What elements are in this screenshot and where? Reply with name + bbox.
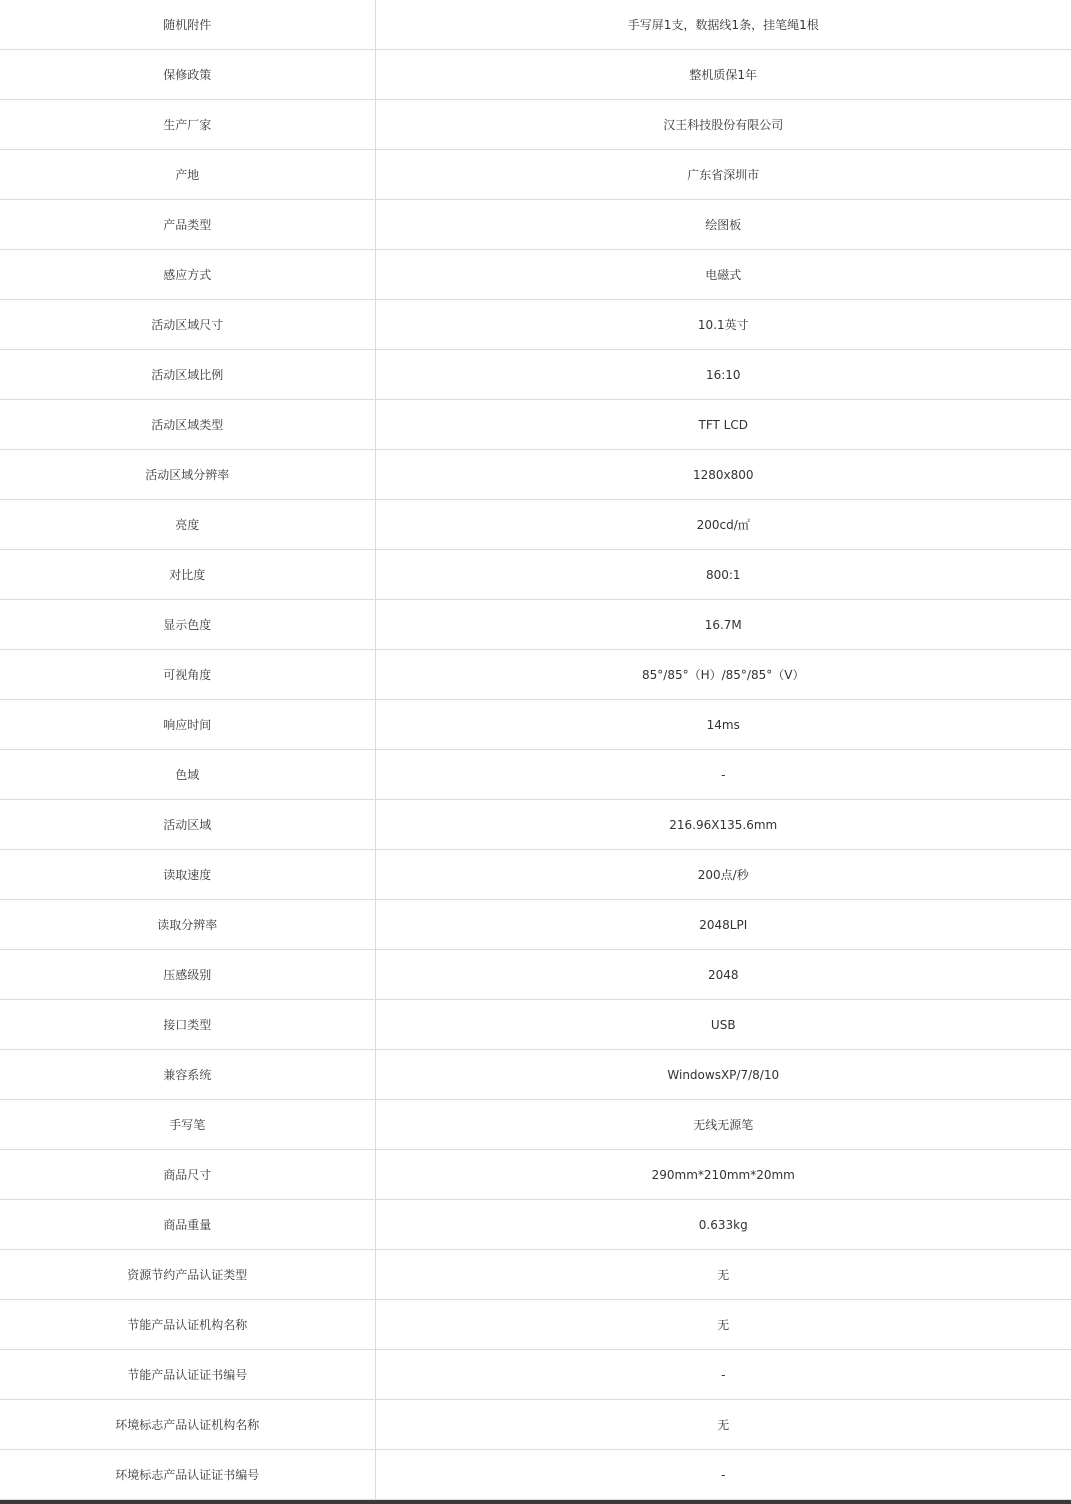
spec-label: 环境标志产品认证证书编号 — [0, 1450, 375, 1500]
spec-label: 随机附件 — [0, 0, 375, 50]
table-row — [0, 450, 1071, 500]
spec-label: 对比度 — [0, 550, 375, 600]
spec-value: 16:10 — [375, 350, 1071, 400]
bottom-edge-bar — [0, 1500, 1071, 1504]
table-row — [0, 600, 1071, 650]
spec-value: 2048LPI — [375, 900, 1071, 950]
spec-label: 色域 — [0, 750, 375, 800]
spec-label: 响应时间 — [0, 700, 375, 750]
spec-label: 亮度 — [0, 500, 375, 550]
table-row — [0, 1100, 1071, 1150]
spec-label: 兼容系统 — [0, 1050, 375, 1100]
spec-label: 节能产品认证证书编号 — [0, 1350, 375, 1400]
spec-value: 290mm*210mm*20mm — [375, 1150, 1071, 1200]
spec-value: 无 — [375, 1250, 1071, 1300]
table-row — [0, 1150, 1071, 1200]
table-row — [0, 1300, 1071, 1350]
spec-label: 显示色度 — [0, 600, 375, 650]
spec-label: 资源节约产品认证类型 — [0, 1250, 375, 1300]
table-row — [0, 500, 1071, 550]
spec-label: 读取速度 — [0, 850, 375, 900]
spec-value: TFT LCD — [375, 400, 1071, 450]
table-row — [0, 650, 1071, 700]
table-row — [0, 100, 1071, 150]
spec-value: USB — [375, 1000, 1071, 1050]
spec-label: 活动区域分辨率 — [0, 450, 375, 500]
spec-label: 压感级别 — [0, 950, 375, 1000]
table-row — [0, 150, 1071, 200]
spec-label: 读取分辨率 — [0, 900, 375, 950]
table-row — [0, 1400, 1071, 1450]
spec-value: 216.96X135.6mm — [375, 800, 1071, 850]
spec-value: 0.633kg — [375, 1200, 1071, 1250]
spec-label: 保修政策 — [0, 50, 375, 100]
spec-label: 商品重量 — [0, 1200, 375, 1250]
spec-value: 200点/秒 — [375, 850, 1071, 900]
spec-label: 活动区域比例 — [0, 350, 375, 400]
table-row — [0, 200, 1071, 250]
table-row — [0, 700, 1071, 750]
spec-value: - — [375, 1450, 1071, 1500]
spec-label: 节能产品认证机构名称 — [0, 1300, 375, 1350]
table-row — [0, 1450, 1071, 1500]
spec-label: 可视角度 — [0, 650, 375, 700]
table-row — [0, 1050, 1071, 1100]
spec-value: 16.7M — [375, 600, 1071, 650]
spec-value: 汉王科技股份有限公司 — [375, 100, 1071, 150]
table-row — [0, 0, 1071, 50]
spec-value: - — [375, 750, 1071, 800]
spec-value: 电磁式 — [375, 250, 1071, 300]
spec-label: 感应方式 — [0, 250, 375, 300]
table-row — [0, 750, 1071, 800]
table-row — [0, 400, 1071, 450]
spec-value: 整机质保1年 — [375, 50, 1071, 100]
spec-value: 手写屏1支，数据线1条，挂笔绳1根 — [375, 0, 1071, 50]
table-row — [0, 1250, 1071, 1300]
spec-value: 85°/85°（H）/85°/85°（V） — [375, 650, 1071, 700]
spec-value: 10.1英寸 — [375, 300, 1071, 350]
spec-value: 无 — [375, 1300, 1071, 1350]
spec-value: - — [375, 1350, 1071, 1400]
spec-label: 产品类型 — [0, 200, 375, 250]
spec-label: 产地 — [0, 150, 375, 200]
spec-value: 绘图板 — [375, 200, 1071, 250]
spec-label: 环境标志产品认证机构名称 — [0, 1400, 375, 1450]
spec-label: 生产厂家 — [0, 100, 375, 150]
spec-value: 无 — [375, 1400, 1071, 1450]
spec-value: 2048 — [375, 950, 1071, 1000]
spec-label: 活动区域 — [0, 800, 375, 850]
spec-label: 活动区域类型 — [0, 400, 375, 450]
table-row — [0, 550, 1071, 600]
table-row — [0, 800, 1071, 850]
table-row — [0, 300, 1071, 350]
spec-value: 14ms — [375, 700, 1071, 750]
spec-label: 手写笔 — [0, 1100, 375, 1150]
table-row — [0, 950, 1071, 1000]
table-row — [0, 250, 1071, 300]
table-row — [0, 50, 1071, 100]
table-row — [0, 1350, 1071, 1400]
spec-value: 1280x800 — [375, 450, 1071, 500]
spec-value: 广东省深圳市 — [375, 150, 1071, 200]
table-row — [0, 900, 1071, 950]
table-row — [0, 1000, 1071, 1050]
table-row — [0, 350, 1071, 400]
spec-value: WindowsXP/7/8/10 — [375, 1050, 1071, 1100]
spec-label: 接口类型 — [0, 1000, 375, 1050]
spec-value: 无线无源笔 — [375, 1100, 1071, 1150]
spec-label: 活动区域尺寸 — [0, 300, 375, 350]
table-row — [0, 850, 1071, 900]
spec-value: 800:1 — [375, 550, 1071, 600]
spec-value: 200cd/㎡ — [375, 500, 1071, 550]
spec-label: 商品尺寸 — [0, 1150, 375, 1200]
table-row — [0, 1200, 1071, 1250]
